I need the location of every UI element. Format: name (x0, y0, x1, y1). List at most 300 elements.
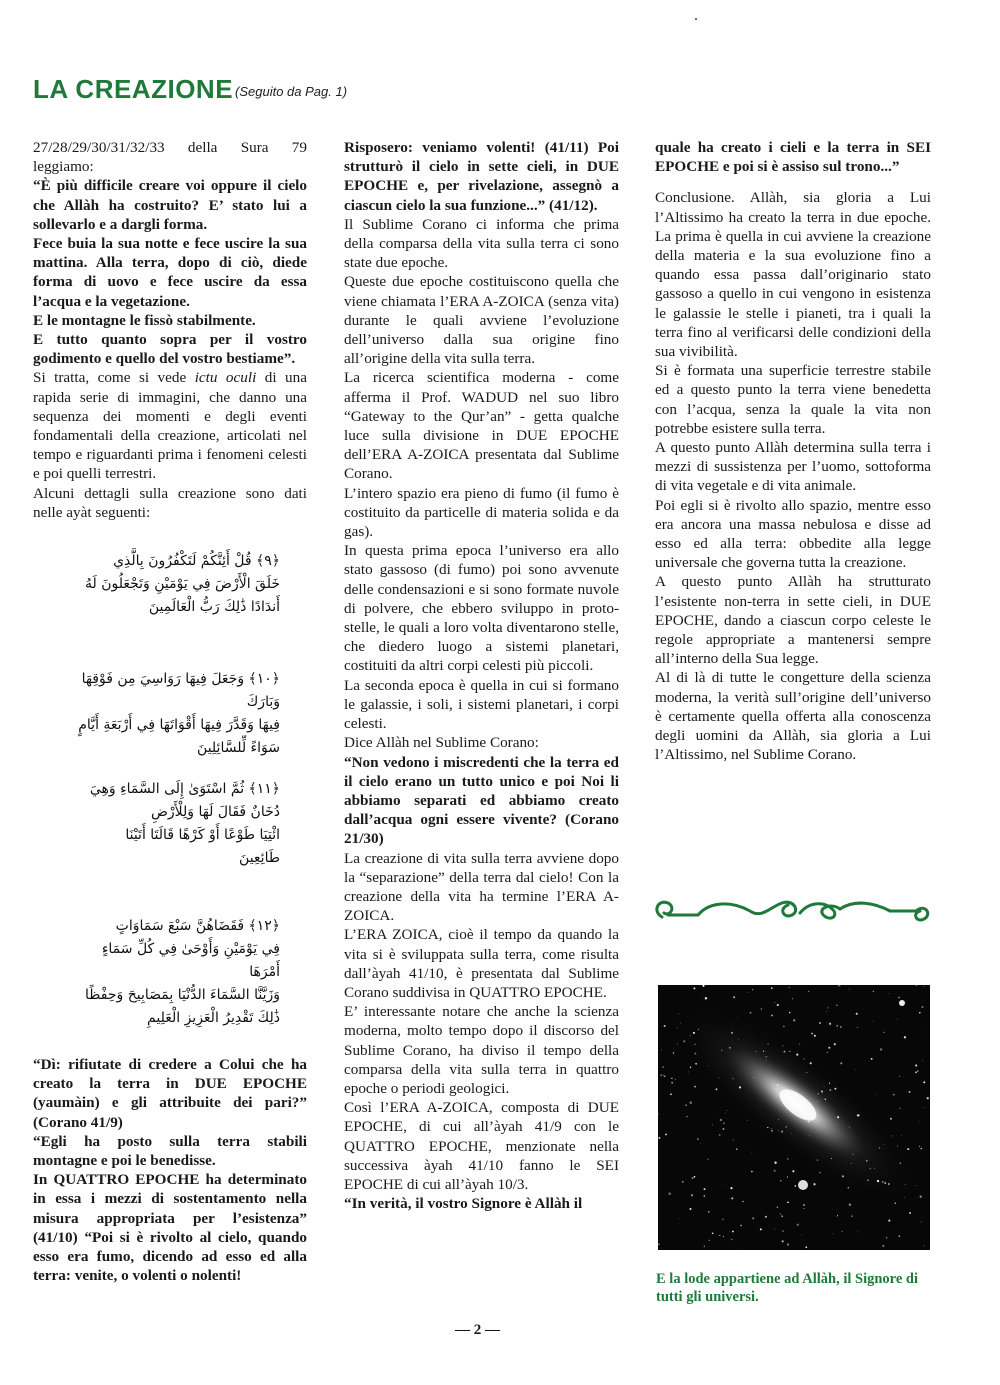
quote-paragraph: E tutto quanto sopra per il vostro godimento e quello del vostro bestiame”. (33, 331, 307, 368)
star (739, 1086, 741, 1088)
star (729, 1047, 731, 1049)
star (833, 1234, 834, 1235)
star (808, 1121, 810, 1123)
star (694, 1176, 696, 1178)
paragraph: La creazione di vita sulla terra avviene dopo la “separazione” della terra dal cielo! Con la creazione della vita ha termine l’ERA A-ZOICA. (344, 849, 619, 925)
column-2 (344, 138, 619, 1213)
star (704, 995, 705, 996)
star (785, 1101, 786, 1102)
paragraph (33, 368, 307, 483)
arabic-line: ائْتِيَا طَوْعًا أَوْ كَرْهًا قَالَتَا أَتَيْنَا (125, 827, 280, 843)
star (826, 1022, 827, 1023)
star (662, 1066, 664, 1068)
star (904, 1197, 905, 1198)
paragraph: La seconda epoca è quella in cui si formano le galassie, i soli, i sistemi planetari, i corpi celesti. (344, 676, 619, 733)
star (921, 1006, 923, 1008)
star (824, 1086, 825, 1087)
star (825, 1099, 826, 1100)
star (771, 1130, 773, 1132)
star (690, 1035, 691, 1036)
star (908, 1091, 910, 1093)
star (790, 1093, 791, 1094)
quote-paragraph: “È più difficile creare voi oppure il cielo che Allàh ha costruito? E’ stato lui a sollevarlo e a dargli forma. (33, 177, 307, 233)
arabic-line: أَندَادًا ذَٰلِكَ رَبُّ الْعَالَمِينَ (148, 599, 280, 615)
star (680, 1023, 681, 1024)
star (827, 1007, 828, 1008)
italic-text: ictu oculi (194, 369, 257, 387)
star (731, 1197, 733, 1199)
star (738, 1249, 739, 1250)
paragraph: Alcuni dettagli sulla creazione sono dati nelle ayàt seguenti: (33, 484, 307, 521)
star (778, 1119, 779, 1120)
star (842, 1175, 844, 1177)
star (909, 1212, 911, 1214)
paragraph: La ricerca scientifica moderna - come afferma il Prof. WADUD nel suo libro “Gateway to the Qur’an” - getta qualche luce sulla divisione in DUE EPOCHE dell’ERA A-ZOICA presentata dal Sublime Corano. (344, 369, 619, 483)
star (709, 1240, 710, 1241)
star (732, 1231, 734, 1233)
star (704, 1188, 706, 1190)
star (836, 1005, 838, 1007)
star (923, 1032, 924, 1033)
star (787, 1201, 789, 1203)
star (899, 1108, 900, 1109)
star (801, 1235, 802, 1236)
star (793, 1019, 795, 1021)
star (697, 1138, 699, 1140)
star (722, 1219, 723, 1220)
star (883, 1032, 884, 1033)
star (787, 1243, 789, 1245)
star (840, 1026, 842, 1028)
paragraph: Al di là di tutte le congetture della scienza moderna, la verità sull’origine dell’universo è certamente quella offerta alla conoscenza degli uomini da Allàh, sia gloria a Lui l’Altissimo, nel Sublime Corano. (655, 669, 931, 764)
star (750, 1012, 752, 1014)
star (720, 1119, 722, 1121)
paragraph: In questa prima epoca l’universo era allo stato gassoso (di fumo) poi sono avvenute delle condensazioni e si sono formate nuvole di polvere, che ebbero sviluppo in proto-stelle, le quali a loro volta diventarono stelle, che diedero luogo a sistemi planetari, costituiti da altri corpi celesti più piccoli. (344, 542, 619, 675)
star (719, 1235, 720, 1236)
paragraph: E’ interessante notare che anche la scienza moderna, molto tempo dopo il discorso del Sublime Corano, ha diviso il tempo della comparsa della vita sulla terra in quattro epoche o periodi geologici. (344, 1003, 619, 1097)
star (842, 1231, 843, 1232)
star (737, 1017, 738, 1018)
star (733, 1140, 734, 1141)
star (731, 1239, 732, 1240)
star (761, 1008, 763, 1010)
star (690, 1067, 691, 1068)
star (851, 1163, 852, 1164)
star (791, 1133, 792, 1134)
star (712, 1124, 713, 1125)
star (884, 1182, 886, 1184)
star (880, 1048, 882, 1050)
arabic-line: دُخَانٌ فَقَالَ لَهَا وَلِلْأَرْضِ (150, 804, 280, 820)
star (813, 1183, 815, 1185)
star (921, 1148, 922, 1149)
star (857, 1114, 859, 1116)
star (852, 1154, 853, 1155)
star (811, 1032, 813, 1034)
paragraph: A questo punto Allàh ha strutturato l’esistente non-terra in sette cieli, in DUE EPOCHE, dando a ciascun corpo celeste le regole appropriate a mantenersi sempre all’interno della Sua legge. (655, 573, 931, 668)
star (738, 1039, 739, 1040)
star (723, 1128, 725, 1130)
star (695, 1063, 697, 1065)
paragraph: 27/28/29/30/31/32/33 della Sura 79 leggiamo: (33, 139, 307, 176)
star (683, 1040, 685, 1042)
star (665, 1133, 667, 1135)
star (782, 1240, 784, 1242)
star (797, 1224, 799, 1226)
arabic-line: فِي يَوْمَيْنِ وَأَوْحَىٰ فِي كُلِّ سَمَاءٍ أَمْرَهَا (101, 941, 280, 980)
quote-paragraph: quale ha creato i cieli e la terra in SEI EPOCHE e poi si è assiso sul trono...” (655, 139, 931, 176)
star (794, 1102, 796, 1104)
paragraph: Così l’ERA A-ZOICA, composta di DUE EPOCHE, di cui all’àyah 41/9 con le QUATTRO EPOCHE, menzionate nella successiva àyah 41/10 fanno le SEI EPOCHE di cui all’àyah 10/3. (344, 1099, 619, 1193)
star (671, 1078, 672, 1079)
star (818, 1093, 819, 1094)
star (700, 1143, 701, 1144)
arabic-line: ذَٰلِكَ تَقْدِيرُ الْعَزِيزِ الْعَلِيمِ (147, 1010, 280, 1026)
star (871, 1058, 873, 1060)
arabic-line: فِيهَا وَقَدَّرَ فِيهَا أَقْوَاتَهَا فِي أَرْبَعَةِ أَيَّامٍ (78, 717, 280, 733)
star (783, 1026, 784, 1027)
star (705, 997, 707, 999)
star (694, 1086, 696, 1088)
star (788, 1095, 789, 1096)
star (767, 1127, 768, 1128)
star (803, 1208, 804, 1209)
star (873, 1021, 874, 1022)
star (917, 1070, 918, 1071)
star (725, 1113, 726, 1114)
star (799, 1044, 800, 1045)
star (686, 1116, 687, 1117)
star (849, 1204, 851, 1206)
star (703, 1195, 705, 1197)
star (919, 1121, 920, 1122)
star (897, 1146, 898, 1147)
star (753, 1077, 754, 1078)
star (916, 1185, 917, 1186)
star (690, 1102, 692, 1104)
star (774, 1162, 776, 1164)
star (836, 1025, 838, 1027)
star (882, 1245, 884, 1247)
star (840, 1062, 842, 1064)
star (688, 1072, 689, 1073)
star (716, 1088, 718, 1090)
paragraph: Si è formata una superficie terrestre stabile ed a questo punto la terra viene benedetta con l’acqua, senza la quale la vita non potrebbe esistere sulla terra. (655, 362, 931, 437)
arabic-line: ﴿١٠﴾ وَجَعَلَ فِيهَا رَوَاسِيَ مِن فَوْقِهَا وَبَارَكَ (81, 671, 280, 710)
star (904, 1036, 906, 1038)
star (780, 1180, 781, 1181)
star (900, 1162, 901, 1163)
decorative-scroll-ornament-icon (650, 893, 935, 931)
arabic-verse-11 (70, 778, 280, 870)
star (899, 1236, 900, 1237)
star (876, 1094, 877, 1095)
star (899, 1076, 900, 1077)
star (733, 1078, 734, 1079)
quote-paragraph: “Non vedono i miscredenti che la terra ed il cielo erano un tutto unico e poi Noi li abbiamo separati ed abbiamo creato dall’acqua ogni essere vivente? (Corano 21/30) (344, 753, 619, 848)
star (755, 1051, 756, 1052)
star (771, 1015, 773, 1017)
speck (695, 18, 697, 20)
page-subtitle: (Seguito da Pag. 1) (235, 84, 348, 99)
arabic-line: سَوَاءً لِّلسَّائِلِينَ (197, 740, 280, 756)
star (727, 1110, 728, 1111)
star (785, 1126, 787, 1128)
star (730, 1187, 732, 1189)
star (771, 987, 773, 989)
star (827, 1052, 828, 1053)
galaxy-image (658, 985, 930, 1250)
star (723, 1236, 724, 1237)
star (784, 1051, 786, 1053)
galaxy-photo (658, 985, 930, 1250)
arabic-line: وَزَيَّنَّا السَّمَاءَ الدُّنْيَا بِمَصَابِيحَ وَحِفْظًا (85, 987, 280, 1003)
arabic-verse-9 (70, 550, 280, 619)
star (675, 1079, 676, 1080)
paragraph: L’intero spazio era pieno di fumo (il fumo è costituito da particelle di materia solida e da gas). (344, 484, 619, 541)
star (819, 1172, 821, 1174)
star (829, 1089, 831, 1091)
star (921, 1221, 922, 1222)
star (901, 1135, 902, 1136)
star (814, 1035, 816, 1037)
star (782, 1045, 783, 1046)
star (792, 998, 793, 999)
star (870, 1168, 871, 1169)
star (752, 1217, 754, 1219)
star (927, 1097, 929, 1099)
star (663, 1075, 664, 1076)
star (774, 1229, 775, 1230)
star (907, 1148, 909, 1150)
star (691, 1194, 693, 1196)
page-title: LA CREAZIONE (33, 74, 234, 104)
star (767, 1044, 768, 1045)
quote-paragraph: Fece buia la sua notte e fece uscire la sua mattina. Alla terra, dopo di ciò, diede forma di uovo e fece uscire da essa l’acqua e la vegetazione. (33, 235, 307, 310)
star (892, 1135, 893, 1136)
star (787, 1158, 789, 1160)
star (890, 1118, 892, 1120)
arabic-line: خَلَقَ الْأَرْضَ فِي يَوْمَيْنِ وَتَجْعَلُونَ لَهُ (84, 576, 280, 592)
star (855, 1069, 856, 1070)
star (673, 1052, 675, 1054)
star (826, 1011, 827, 1012)
star (752, 989, 753, 990)
text-span: di una rapida serie di immagini, che danno una sequenza dei momenti e degli eventi fondamentali della creazione, articolati nel tempo e riguardanti prima i fenomeni celesti e poi quelli terrestri. (33, 369, 307, 483)
star (678, 1014, 679, 1015)
arabic-line: ﴿٩﴾ قُلْ أَئِنَّكُمْ لَتَكْفُرُونَ بِالَّذِي (113, 553, 280, 569)
arabic-line: طَائِعِينَ (239, 850, 280, 866)
star (661, 1050, 662, 1051)
arabic-line: ﴿١٢﴾ فَقَضَاهُنَّ سَبْعَ سَمَاوَاتٍ (115, 918, 280, 934)
page-number: — 2 — (455, 1322, 500, 1338)
star (805, 1246, 807, 1248)
star (796, 1094, 798, 1096)
star (694, 1053, 696, 1055)
star (837, 1116, 839, 1118)
star (747, 1120, 748, 1121)
star (708, 1211, 710, 1213)
star (664, 1025, 666, 1027)
star (751, 1171, 753, 1173)
spacer (655, 176, 931, 188)
paragraph: Conclusione. Allàh, sia gloria a Lui l’Altissimo ha creato la terra in due epoche. La prima è quella in cui avviene la creazione della materia e la sua evoluzione fino a quando essa passa dall’originario stato gassoso a quello in cui vengono in esistenza le galassie le stelle i pianeti, tra i quali la terra fino al verificarsi delle condizioni della sua vivibilità. (655, 189, 931, 361)
star (763, 1051, 764, 1052)
star (879, 1147, 881, 1149)
star (848, 1187, 849, 1188)
star (915, 1064, 917, 1066)
star (733, 996, 735, 998)
star (898, 997, 900, 999)
arabic-verse-10 (70, 668, 280, 760)
star (796, 1054, 798, 1056)
star (789, 1012, 790, 1013)
star (849, 1127, 850, 1128)
star (669, 1193, 671, 1195)
star (810, 1062, 812, 1064)
star (884, 1144, 885, 1145)
star (866, 1160, 868, 1162)
star (893, 1094, 894, 1095)
star (704, 1246, 705, 1247)
star (829, 1083, 830, 1084)
star (658, 1243, 660, 1245)
paragraph: Queste due epoche costituiscono quella che viene chiamata l’ERA A-ZOICA (senza vita) durante le quali avviene l’evoluzione dell’universo dalla sua origine fino all’origine della vita sulla terra. (344, 273, 619, 368)
star (742, 1201, 743, 1202)
star (660, 1074, 662, 1076)
star (817, 1102, 818, 1103)
star (778, 1130, 779, 1131)
star (777, 1084, 779, 1086)
star (923, 1245, 924, 1246)
star (803, 1058, 804, 1059)
star (874, 1168, 875, 1169)
star (925, 1107, 926, 1108)
star (707, 1159, 708, 1160)
star (781, 1130, 783, 1132)
star (873, 991, 874, 992)
star (821, 1091, 823, 1093)
star (889, 993, 890, 994)
star (789, 987, 790, 988)
star (781, 1215, 783, 1217)
star (905, 1184, 906, 1185)
star (828, 1047, 830, 1049)
quote-paragraph: “Egli ha posto sulla terra stabili montagne e poi le benedisse. (33, 1132, 307, 1170)
star (658, 1137, 660, 1139)
star (765, 1056, 767, 1058)
star (856, 1013, 858, 1015)
star (837, 1215, 838, 1216)
paragraph: Poi egli si è rivolto allo spazio, mentre esso era ancora una massa nebulosa e disse ad esso ed alla terra: obbedite alla legge universale che governa tutta la creazione. (655, 496, 931, 572)
star (851, 1215, 852, 1216)
star (857, 1232, 858, 1233)
star (677, 1043, 678, 1044)
star (806, 1072, 807, 1073)
star (849, 988, 850, 989)
quote-paragraph: Risposero: veniamo volenti! (41/11) Poi strutturò il cielo in sette cieli, in DUE EPOCHE e, per rivelazione, assegnò a ciascun cielo la sua funzione...” (41/12). (344, 139, 619, 214)
quote-paragraph: “Dì: rifiutate di credere a Colui che ha creato la terra in DUE EPOCHE (yaumàin) e gli attribuite dei pari?” (Corano 41/9) (33, 1056, 307, 1131)
star (765, 1216, 767, 1218)
quote-paragraph: E le montagne le fissò stabilmente. (33, 311, 256, 329)
star (719, 1134, 721, 1136)
star (693, 1032, 695, 1034)
paragraph: A questo punto Allàh determina sulla terra i mezzi di sussistenza per l’uomo, sottoforma di vita vegetale e di vita animale. (655, 439, 931, 495)
star (840, 985, 841, 986)
star (771, 1128, 772, 1129)
paragraph: Dice Allàh nel Sublime Corano: (344, 734, 539, 752)
star (780, 1213, 781, 1214)
star (712, 1232, 714, 1234)
star (817, 1159, 818, 1160)
column-1 (33, 138, 307, 522)
star (774, 1170, 776, 1172)
star (693, 987, 695, 989)
star (721, 1050, 722, 1051)
star (792, 1170, 794, 1172)
star (924, 986, 925, 987)
star (708, 1065, 709, 1066)
arabic-verse-12 (70, 915, 280, 1030)
column-3 (655, 138, 931, 765)
star (777, 1206, 778, 1207)
star (801, 1096, 802, 1097)
star (787, 1177, 788, 1178)
star (809, 1135, 810, 1136)
star (664, 1075, 666, 1077)
star (834, 1088, 836, 1090)
star (740, 1225, 742, 1227)
star (775, 1002, 776, 1003)
star (867, 1179, 869, 1181)
arabic-line: ﴿١١﴾ ثُمَّ اسْتَوَىٰ إِلَى السَّمَاءِ وَهِيَ (89, 781, 280, 797)
star (895, 1203, 896, 1204)
star (857, 1027, 858, 1028)
star (920, 1196, 922, 1198)
star (919, 1146, 920, 1147)
star (808, 991, 809, 992)
star (698, 1029, 699, 1030)
star (677, 1027, 678, 1028)
quote-paragraph: “In verità, il vostro Signore è Allàh il (344, 1195, 583, 1213)
star (888, 1183, 890, 1185)
star (838, 985, 839, 986)
star (766, 1060, 767, 1061)
quote-paragraph: In QUATTRO EPOCHE ha determinato in essa i mezzi di sostentamento nella misura appropriata per l’esistenza” (41/10) “Poi si è rivolto al cielo, quando esso era fumo, dicendo ad esso ed alla terra: venite, o volenti o nolenti! (33, 1171, 307, 1285)
star (725, 1185, 726, 1186)
paragraph: L’ERA ZOICA, cioè il tempo da quando la vita si è sviluppata sulla terra, come risulta dall’àyah 41/10, è presentata dal Sublime Corano suddivisa in QUATTRO EPOCHE. (344, 926, 619, 1001)
star (752, 1152, 753, 1153)
star (795, 1185, 797, 1187)
star (692, 1177, 694, 1179)
star (689, 1208, 691, 1210)
star (718, 1077, 719, 1078)
star (723, 1122, 725, 1124)
star (748, 992, 749, 993)
text-span: Si tratta, come si vede (33, 369, 195, 387)
star (782, 1230, 784, 1232)
column-1-bottom (33, 1055, 307, 1285)
star (923, 1081, 925, 1083)
star (819, 1022, 821, 1024)
star (886, 1237, 887, 1238)
star (694, 1044, 695, 1045)
star (897, 1019, 898, 1020)
star (789, 1051, 790, 1052)
star (730, 1238, 731, 1239)
star (685, 1104, 687, 1106)
star (922, 1060, 923, 1061)
